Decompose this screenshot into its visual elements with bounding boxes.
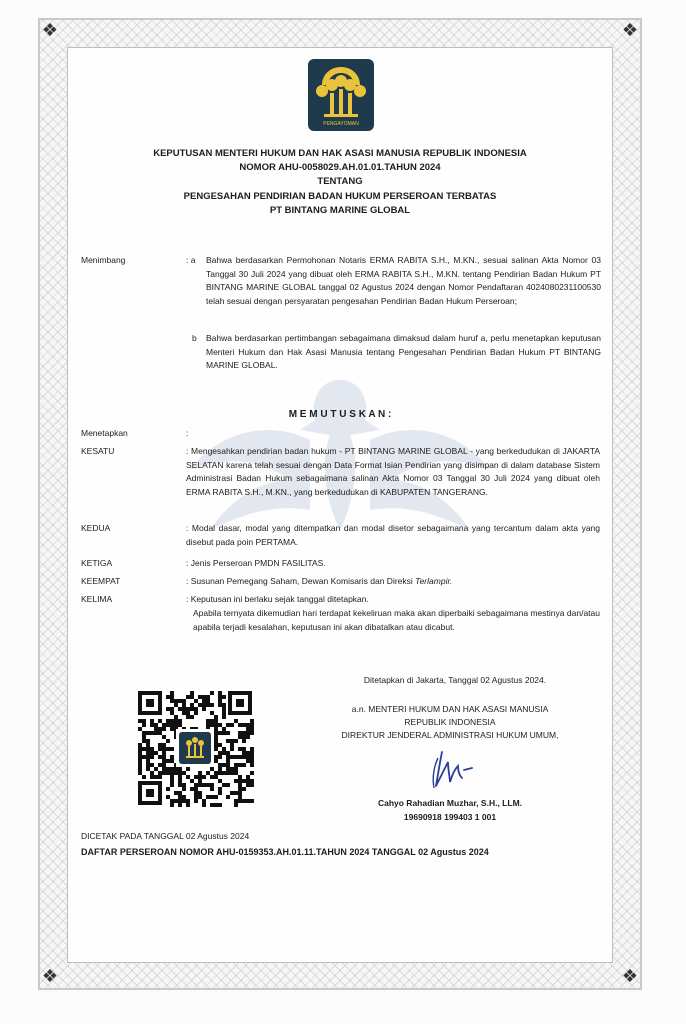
corner-ornament-icon: ❖ <box>621 966 639 986</box>
company-name: PT BINTANG MARINE GLOBAL <box>269 205 411 216</box>
ketiga-label: KETIGA <box>81 558 113 568</box>
registry-number: DAFTAR PERSEROAN NOMOR AHU-0159353.AH.01.11.TAHUN 2024 TANGGAL 02 Agustus 2024 <box>81 847 489 857</box>
seal-caption: PENGAYOMAN <box>323 121 359 127</box>
menimbang-a-text: Bahwa berdasarkan Permohonan Notaris ERMA RABITA S.H., M.KN., sesuai salinan Akta Nomor 03 Tanggal 30 Juli 2024 yang dibuat oleh ERMA RABITA S.H., M.KN. tentang Pendirian Badan Hukum PT BINTANG MARINE GLOBAL tanggal 02 Agustus 2024 dengan Nomor Pendaftaran 4024080231100530 telah sesuai dengan persyaratan pengesahan Pendirian Badan Hukum Perseroan; <box>206 255 601 306</box>
keempat-italic: Terlampir. <box>415 576 453 586</box>
menimbang-label: Menimbang <box>81 255 126 265</box>
ministry-seal-logo <box>308 59 374 131</box>
kelima-text2: Apabila ternyata dikemudian hari terdapat kekeliruan maka akan diperbaiki sebagaimana mestinya dan/atau apabila terjadi kesalahan, keputusan ini akan dibatalkan atau dicabut. <box>193 608 600 632</box>
menetapkan-colon: : <box>186 428 189 438</box>
signatory-line3: DIREKTUR JENDERAL ADMINISTRASI HUKUM UMUM, <box>341 730 559 740</box>
place-date: Ditetapkan di Jakarta, Tanggal 02 Agustus 2024. <box>363 675 547 685</box>
kedua-text: : Modal dasar, modal yang ditempatkan dan modal disetor sebagaimana yang tercantum dalam akta yang disebut pada poin PERTAMA. <box>186 523 600 547</box>
menimbang-b-text: Bahwa berdasarkan pertimbangan sebagaimana dimaksud dalam huruf a, perlu menetapkan keputusan Menteri Hukum dan Hak Asasi Manusia tentang Pengesahan Pendirian Badan Hukum PT BINTANG MARINE GLOBAL. <box>206 333 601 370</box>
decree-title: KEPUTUSAN MENTERI HUKUM DAN HAK ASASI MANUSIA REPUBLIK INDONESIA <box>153 148 527 159</box>
keempat-text: : Susunan Pemegang Saham, Dewan Komisaris dan Direksi <box>186 576 413 586</box>
qr-code <box>136 689 254 807</box>
decree-subject: PENGESAHAN PENDIRIAN BADAN HUKUM PERSEROAN TERBATAS <box>183 191 497 202</box>
printed-date: DICETAK PADA TANGGAL 02 Agustus 2024 <box>81 831 250 841</box>
signatory-nip: 19690918 199403 1 001 <box>403 812 497 822</box>
kelima-label: KELIMA <box>81 594 113 604</box>
corner-ornament-icon: ❖ <box>41 20 59 40</box>
handwritten-signature <box>428 748 478 792</box>
decree-tentang: TENTANG <box>317 176 363 187</box>
menimbang-a-marker: : a <box>186 255 196 265</box>
kedua-label: KEDUA <box>81 523 111 533</box>
menimbang-b-marker: b <box>192 333 197 343</box>
signatory-line1: a.n. MENTERI HUKUM DAN HAK ASASI MANUSIA <box>351 704 549 714</box>
signatory-line2: REPUBLIK INDONESIA <box>404 717 496 727</box>
kelima-text: : Keputusan ini berlaku sejak tanggal ditetapkan. <box>186 594 369 604</box>
ketiga-text: : Jenis Perseroan PMDN FASILITAS. <box>186 558 326 568</box>
keempat-label: KEEMPAT <box>81 576 121 586</box>
signatory-name: Cahyo Rahadian Muzhar, S.H., LLM. <box>377 798 523 808</box>
keempat-line <box>186 575 600 589</box>
memutuskan-heading: M E M U T U S K A N : <box>288 409 392 420</box>
decree-number: NOMOR AHU-0058029.AH.01.01.TAHUN 2024 <box>239 162 441 173</box>
corner-ornament-icon: ❖ <box>621 20 639 40</box>
corner-ornament-icon: ❖ <box>41 966 59 986</box>
kesatu-label: KESATU <box>81 446 115 456</box>
kesatu-text: : Mengesahkan pendirian badan hukum - PT BINTANG MARINE GLOBAL - yang berkedudukan di JAKARTA SELATAN karena telah sesuai dengan Data Format Isian Pendirian yang disimpan di dalam database Sistem Administrasi Badan Hukum sebagaimana salinan Akta Nomor 03 Tanggal 30 Juli 2024 yang dibuat oleh ERMA RABITA S.H., M.KN., yang berkedudukan di KABUPATEN TANGERANG. <box>186 446 600 497</box>
menetapkan-label: Menetapkan <box>81 428 128 438</box>
